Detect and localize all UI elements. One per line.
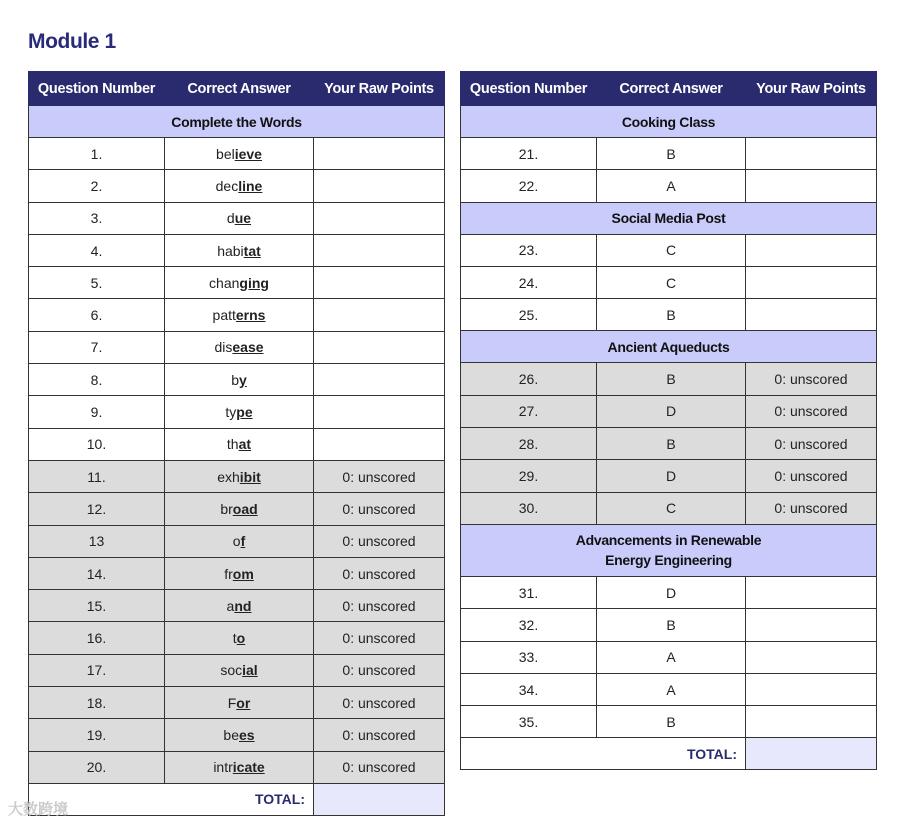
question-number: 19. xyxy=(29,719,165,751)
section-title: Cooking Class xyxy=(461,106,877,138)
question-number: 10. xyxy=(29,428,165,460)
raw-points-cell: 0: unscored xyxy=(746,395,877,427)
question-number: 15. xyxy=(29,590,165,622)
correct-answer: D xyxy=(597,576,746,608)
question-number: 26. xyxy=(461,363,597,395)
table-row xyxy=(29,719,445,751)
total-label: TOTAL: xyxy=(461,738,746,770)
question-number: 11. xyxy=(29,460,165,492)
raw-points-cell: 0: unscored xyxy=(746,460,877,492)
question-number: 16. xyxy=(29,622,165,654)
question-number: 3. xyxy=(29,202,165,234)
section-title-line-1: Advancements in Renewable xyxy=(575,532,762,549)
table-row xyxy=(29,138,445,170)
raw-points-cell[interactable] xyxy=(314,428,445,460)
score-table-left xyxy=(28,71,445,816)
raw-points-cell: 0: unscored xyxy=(314,687,445,719)
raw-points-cell[interactable] xyxy=(314,170,445,202)
correct-answer: habitat xyxy=(165,234,314,266)
raw-points-cell[interactable] xyxy=(314,267,445,299)
correct-answer: intricate xyxy=(165,751,314,783)
raw-points-cell[interactable] xyxy=(746,673,877,705)
correct-answer: A xyxy=(597,641,746,673)
watermark: 大数跨境 xyxy=(8,801,69,818)
question-number: 17. xyxy=(29,654,165,686)
correct-answer: D xyxy=(597,460,746,492)
question-number: 14. xyxy=(29,557,165,589)
question-number: 32. xyxy=(461,609,597,641)
total-input[interactable] xyxy=(314,783,445,815)
raw-points-cell: 0: unscored xyxy=(314,622,445,654)
raw-points-cell[interactable] xyxy=(314,138,445,170)
correct-answer: bees xyxy=(165,719,314,751)
section-title: Ancient Aqueducts xyxy=(461,331,877,363)
table-row xyxy=(29,557,445,589)
raw-points-cell[interactable] xyxy=(746,299,877,331)
raw-points-cell: 0: unscored xyxy=(746,363,877,395)
total-row xyxy=(461,738,877,770)
question-number: 31. xyxy=(461,576,597,608)
table-row xyxy=(29,590,445,622)
raw-points-cell[interactable] xyxy=(314,234,445,266)
question-number: 22. xyxy=(461,170,597,202)
correct-answer: due xyxy=(165,202,314,234)
header-correct-answer: Correct Answer xyxy=(165,72,314,106)
correct-answer: B xyxy=(597,609,746,641)
question-number: 8. xyxy=(29,364,165,396)
header-question-number: Question Number xyxy=(29,72,165,106)
table-row xyxy=(461,492,877,524)
raw-points-cell[interactable] xyxy=(746,576,877,608)
raw-points-cell[interactable] xyxy=(314,202,445,234)
table-row xyxy=(29,525,445,557)
table-row xyxy=(461,428,877,460)
header-correct-answer: Correct Answer xyxy=(597,72,746,106)
table-row xyxy=(29,654,445,686)
score-table-right xyxy=(460,71,877,770)
raw-points-cell: 0: unscored xyxy=(314,557,445,589)
raw-points-cell[interactable] xyxy=(746,609,877,641)
correct-answer: exhibit xyxy=(165,460,314,492)
table-row xyxy=(461,641,877,673)
raw-points-cell[interactable] xyxy=(746,170,877,202)
correct-answer: A xyxy=(597,673,746,705)
question-number: 1. xyxy=(29,138,165,170)
raw-points-cell[interactable] xyxy=(746,138,877,170)
table-row xyxy=(29,331,445,363)
correct-answer: changing xyxy=(165,267,314,299)
question-number: 24. xyxy=(461,266,597,298)
table-row xyxy=(29,460,445,492)
correct-answer: B xyxy=(597,138,746,170)
table-row xyxy=(461,673,877,705)
total-input[interactable] xyxy=(746,738,877,770)
question-number: 12. xyxy=(29,493,165,525)
correct-answer: B xyxy=(597,299,746,331)
correct-answer: B xyxy=(597,706,746,738)
header-raw-points: Your Raw Points xyxy=(746,72,877,106)
question-number: 4. xyxy=(29,234,165,266)
question-number: 29. xyxy=(461,460,597,492)
table-row xyxy=(461,234,877,266)
table-row xyxy=(29,493,445,525)
table-row xyxy=(29,622,445,654)
table-row xyxy=(29,396,445,428)
raw-points-cell: 0: unscored xyxy=(746,492,877,524)
raw-points-cell: 0: unscored xyxy=(314,493,445,525)
correct-answer: patterns xyxy=(165,299,314,331)
correct-answer: type xyxy=(165,396,314,428)
correct-answer: C xyxy=(597,234,746,266)
section-row xyxy=(29,106,445,138)
table-row xyxy=(461,395,877,427)
question-number: 6. xyxy=(29,299,165,331)
table-row xyxy=(29,170,445,202)
correct-answer: social xyxy=(165,654,314,686)
table-row xyxy=(461,706,877,738)
header-row xyxy=(29,72,445,106)
section-title-line-2: Energy Engineering xyxy=(605,552,732,569)
raw-points-cell[interactable] xyxy=(314,331,445,363)
raw-points-cell: 0: unscored xyxy=(314,654,445,686)
correct-answer: by xyxy=(165,364,314,396)
raw-points-cell[interactable] xyxy=(746,641,877,673)
correct-answer: A xyxy=(597,170,746,202)
table-row xyxy=(461,299,877,331)
question-number: 25. xyxy=(461,299,597,331)
correct-answer: broad xyxy=(165,493,314,525)
table-row xyxy=(461,266,877,298)
table-row xyxy=(461,609,877,641)
correct-answer: C xyxy=(597,492,746,524)
total-row xyxy=(29,783,445,815)
raw-points-cell: 0: unscored xyxy=(314,525,445,557)
correct-answer: to xyxy=(165,622,314,654)
question-number: 21. xyxy=(461,138,597,170)
correct-answer: B xyxy=(597,428,746,460)
table-row xyxy=(461,170,877,202)
table-row xyxy=(29,364,445,396)
raw-points-cell[interactable] xyxy=(314,299,445,331)
section-title: Social Media Post xyxy=(461,202,877,234)
question-number: 18. xyxy=(29,687,165,719)
question-number: 2. xyxy=(29,170,165,202)
table-row xyxy=(29,267,445,299)
question-number: 28. xyxy=(461,428,597,460)
section-row xyxy=(461,331,877,363)
correct-answer: that xyxy=(165,428,314,460)
table-row xyxy=(29,687,445,719)
correct-answer: B xyxy=(597,363,746,395)
correct-answer: For xyxy=(165,687,314,719)
table-row xyxy=(29,751,445,783)
correct-answer: of xyxy=(165,525,314,557)
question-number: 34. xyxy=(461,673,597,705)
raw-points-cell: 0: unscored xyxy=(314,719,445,751)
raw-points-cell: 0: unscored xyxy=(314,751,445,783)
question-number: 5. xyxy=(29,267,165,299)
question-number: 20. xyxy=(29,751,165,783)
question-number: 27. xyxy=(461,395,597,427)
raw-points-cell: 0: unscored xyxy=(314,590,445,622)
table-row xyxy=(29,299,445,331)
correct-answer: and xyxy=(165,590,314,622)
section-title: Complete the Words xyxy=(29,106,445,138)
question-number: 33. xyxy=(461,641,597,673)
header-row xyxy=(461,72,877,106)
table-row xyxy=(461,138,877,170)
question-number: 13 xyxy=(29,525,165,557)
raw-points-cell[interactable] xyxy=(746,706,877,738)
correct-answer: disease xyxy=(165,331,314,363)
correct-answer: from xyxy=(165,557,314,589)
correct-answer: D xyxy=(597,395,746,427)
raw-points-cell[interactable] xyxy=(746,234,877,266)
table-row xyxy=(461,576,877,608)
table-row xyxy=(29,202,445,234)
question-number: 30. xyxy=(461,492,597,524)
raw-points-cell[interactable] xyxy=(314,396,445,428)
table-row xyxy=(29,234,445,266)
correct-answer: C xyxy=(597,266,746,298)
question-number: 9. xyxy=(29,396,165,428)
question-number: 35. xyxy=(461,706,597,738)
raw-points-cell[interactable] xyxy=(314,364,445,396)
table-row xyxy=(29,428,445,460)
question-number: 23. xyxy=(461,234,597,266)
total-label: TOTAL: xyxy=(29,783,314,815)
raw-points-cell: 0: unscored xyxy=(746,428,877,460)
module-title: Module 1 xyxy=(28,30,116,53)
correct-answer: decline xyxy=(165,170,314,202)
question-number: 7. xyxy=(29,331,165,363)
correct-answer: believe xyxy=(165,138,314,170)
section-row xyxy=(461,202,877,234)
raw-points-cell[interactable] xyxy=(746,266,877,298)
section-title xyxy=(461,524,877,576)
raw-points-cell: 0: unscored xyxy=(314,460,445,492)
table-row xyxy=(461,460,877,492)
section-row xyxy=(461,106,877,138)
section-row xyxy=(461,524,877,576)
table-row xyxy=(461,363,877,395)
header-raw-points: Your Raw Points xyxy=(314,72,445,106)
header-question-number: Question Number xyxy=(461,72,597,106)
